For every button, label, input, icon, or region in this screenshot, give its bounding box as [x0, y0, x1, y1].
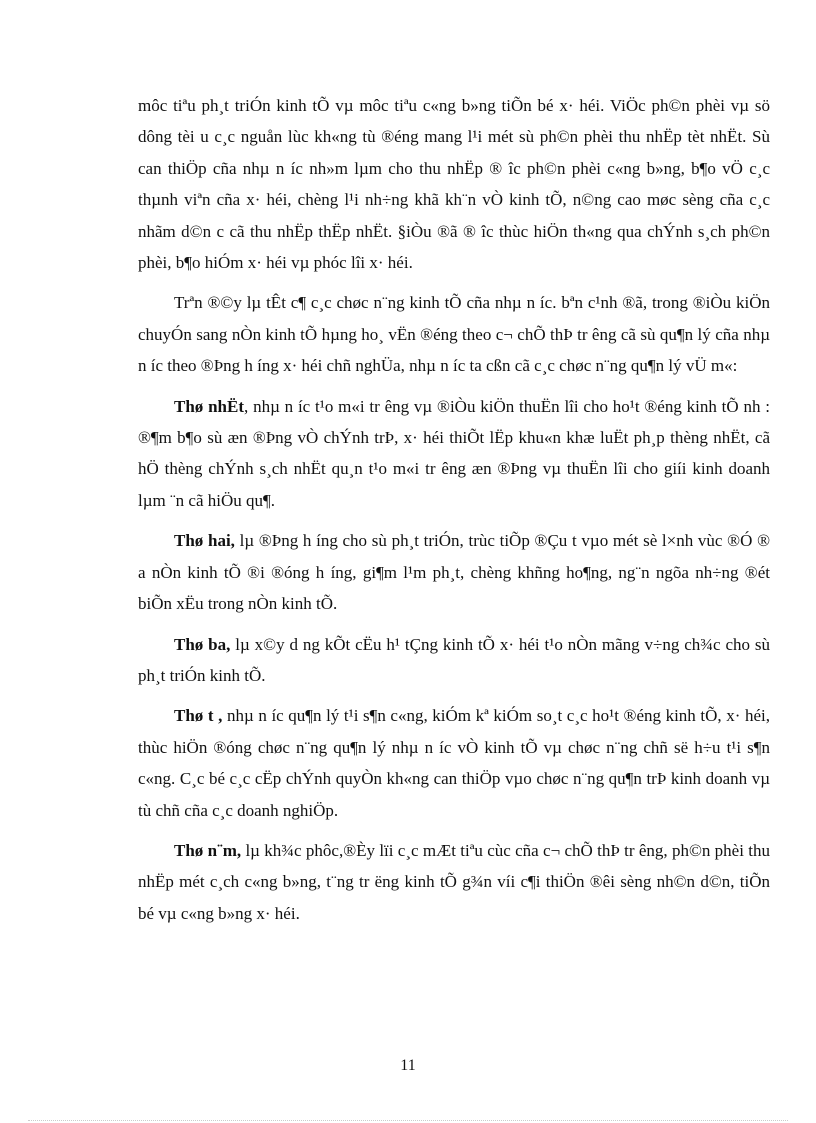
paragraph-4-lead: Thø hai,	[174, 531, 235, 551]
paragraph-6-text: nhµ n íc qu¶n lý t¹i s¶n c«ng, kiÓm kª kiÓm so¸t c¸c ho¹t ®éng kinh tÕ, x· héi, thùc hiÖn ®óng chøc n¨ng qu¶n lý nhµ n íc vÒ kinh tÕ vµ chøc n¨ng chñ së h÷u t¹i s¶n c«ng. C¸c bé c¸c cËp chÝnh quyÒn kh«ng can thiÖp vµo chøc n¨ng qu¶n trÞ kinh doanh vµ tù chñ cña c¸c doanh nghiÖp.	[138, 706, 770, 820]
paragraph-2	[138, 287, 770, 381]
paragraph-5-text: lµ x©y d ng kÕt cËu h¹ tÇng kinh tÕ x· héi t¹o nÒn mãng v÷ng ch¾c cho sù ph¸t triÓn kinh tÕ.	[138, 634, 771, 685]
page-bottom-divider	[28, 1120, 788, 1121]
paragraph-7	[138, 835, 770, 929]
paragraph-4	[138, 525, 770, 619]
paragraph-1-text: môc tiªu ph¸t triÓn kinh tÕ vµ môc tiªu c«ng b»ng tiÕn bé x· héi. ViÖc ph©n phèi vµ sö dông tèi u c¸c nguån lùc kh«ng tù ®éng mang l¹i mét sù ph©n phèi thu nhËp tèt nhËt. Sù can thiÖp cña nhµ n íc nh»m lµm cho thu nhËp ® îc ph©n phèi c«ng b»ng, b¶o vÖ c¸c thµnh viªn cña x· héi, chèng l¹i nh÷ng khã kh¨n vÒ kinh tÕ, n©ng cao møc sèng cña c¸c nhãm d©n c cã thu nhËp thËp nhËt. §iÒu ®ã ® îc thùc hiÖn th«ng qua chÝnh s¸ch ph©n phèi, b¶o hiÓm x· héi vµ phóc lîi x· héi.	[138, 96, 770, 273]
paragraph-1	[138, 90, 770, 278]
paragraph-6-lead: Thø t ,	[174, 706, 223, 726]
body-text	[138, 90, 770, 938]
paragraph-3-lead: Thø nhËt	[174, 396, 245, 416]
paragraph-5	[138, 629, 770, 692]
paragraph-4-text: lµ ®Þng h íng cho sù ph¸t triÓn, trùc tiÕp ®Çu t vµo mét sè l×nh vùc ®Ó ® a nÒn kinh tÕ ®i ®óng h íng, gi¶m l¹m ph¸t, chèng khñng ho¶ng, ng¨n ngõa nh÷ng ®ét biÕn xËu trong nÒn kinh tÕ.	[138, 531, 770, 614]
paragraph-7-lead: Thø n¨m,	[174, 840, 242, 860]
paragraph-2-text: Trªn ®©y lµ tÊt c¶ c¸c chøc n¨ng kinh tÕ cña nhµ n íc. bªn c¹nh ®ã, trong ®iÒu kiÖn chuyÓn sang nÒn kinh tÕ hµng ho¸ vËn ®éng theo c¬ chÕ thÞ tr êng cã sù qu¶n lý cña nhµ n íc theo ®Þng h íng x· héi chñ nghÜa, nhµ n íc ta cßn cã c¸c chøc n¨ng qu¶n lý vÜ m«:	[138, 293, 770, 376]
paragraph-6	[138, 700, 770, 826]
paragraph-3	[138, 391, 770, 517]
paragraph-7-text: lµ kh¾c phôc,®Èy lïi c¸c mÆt tiªu cùc cña c¬ chÕ thÞ tr êng, ph©n phèi thu nhËp mét c¸ch c«ng b»ng, t¨ng tr ëng kinh tÕ g¾n víi c¶i thiÖn ®êi sèng nh©n d©n, tiÕn bé vµ c«ng b»ng x· héi.	[138, 840, 770, 923]
paragraph-5-lead: Thø ba,	[174, 634, 231, 654]
page-number: 11	[400, 1057, 416, 1074]
paragraph-3-text: , nhµ n íc t¹o m«i tr êng vµ ®iÒu kiÖn thuËn lîi cho ho¹t ®éng kinh tÕ nh : ®¶m b¶o sù æn ®Þng vÒ chÝnh trÞ, x· héi thiÕt lËp khu«n khæ luËt ph¸p thèng nhËt, cã hÖ thèng chÝnh s¸ch nhËt qu¸n t¹o m«i tr êng æn ®Þng vµ thuËn lîi cho giíi kinh doanh lµm ¨n cã hiÖu qu¶.	[138, 396, 771, 510]
